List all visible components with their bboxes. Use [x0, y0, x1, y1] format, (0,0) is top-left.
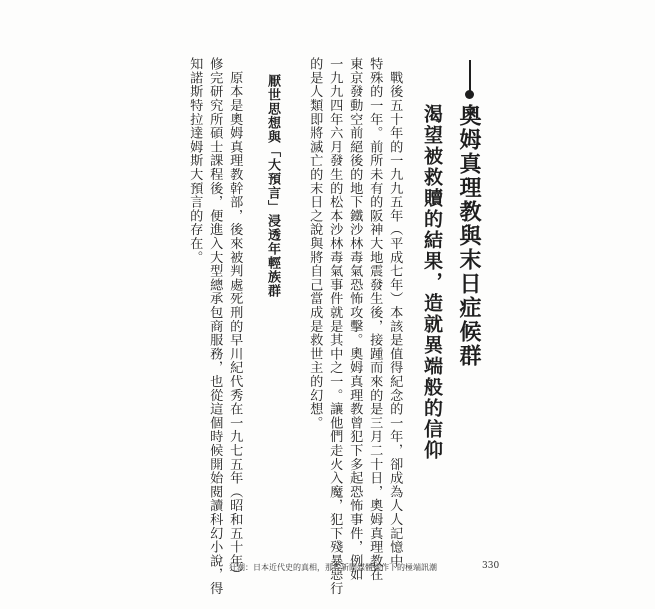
body-line: 的是人類即將滅亡的末日之說與將自己當成是救世主的幻想。 — [307, 57, 323, 430]
body-line: 原本是奧姆真理教幹部，後來被判處死刑的早川紀代秀在一九七五年（昭和五十年） — [227, 57, 243, 582]
body-line: 特殊的一年。前所未有的阪神大地震發生後，接踵而來的是三月二十日，奧姆真理教在 — [367, 57, 383, 582]
body-line: 戰後五十年的一九九五年（平成七年）本該是值得紀念的一年，卻成為人人記憶中 — [387, 57, 403, 568]
chapter-title: 奧姆真理教與末日症候群 — [456, 104, 481, 368]
body-line: 東京發動空前絕後的地下鐵沙林毒氣恐怖攻擊。奧姆真理教曾犯下多起恐怖事件，例如 — [347, 57, 363, 582]
page-number: 330 — [482, 561, 500, 571]
body-line: 知諾斯特拉達姆斯大預言的存在。 — [187, 57, 203, 264]
title-bullet — [465, 90, 474, 99]
body-line: 一九九四年六月發生的松本沙林毒氣事件就是其中之一。讓他們走火入魔，犯下殘暴惡行 — [327, 57, 343, 596]
chapter-subtitle: 渴望被救贖的結果，造就異端般的信仰 — [421, 104, 443, 461]
body-line: 修完研究所碩士課程後，便進入大型總承包商服務，也從這個時候開始閱讀科幻小說，得 — [207, 57, 223, 596]
section-heading: 厭世思想與「大預言」浸透年輕族群 — [265, 74, 280, 298]
title-rule — [469, 60, 471, 92]
running-footer: 狂潮：日本近代史的真相，那些新聞媒體操作下的極端訊潮 — [229, 563, 437, 572]
